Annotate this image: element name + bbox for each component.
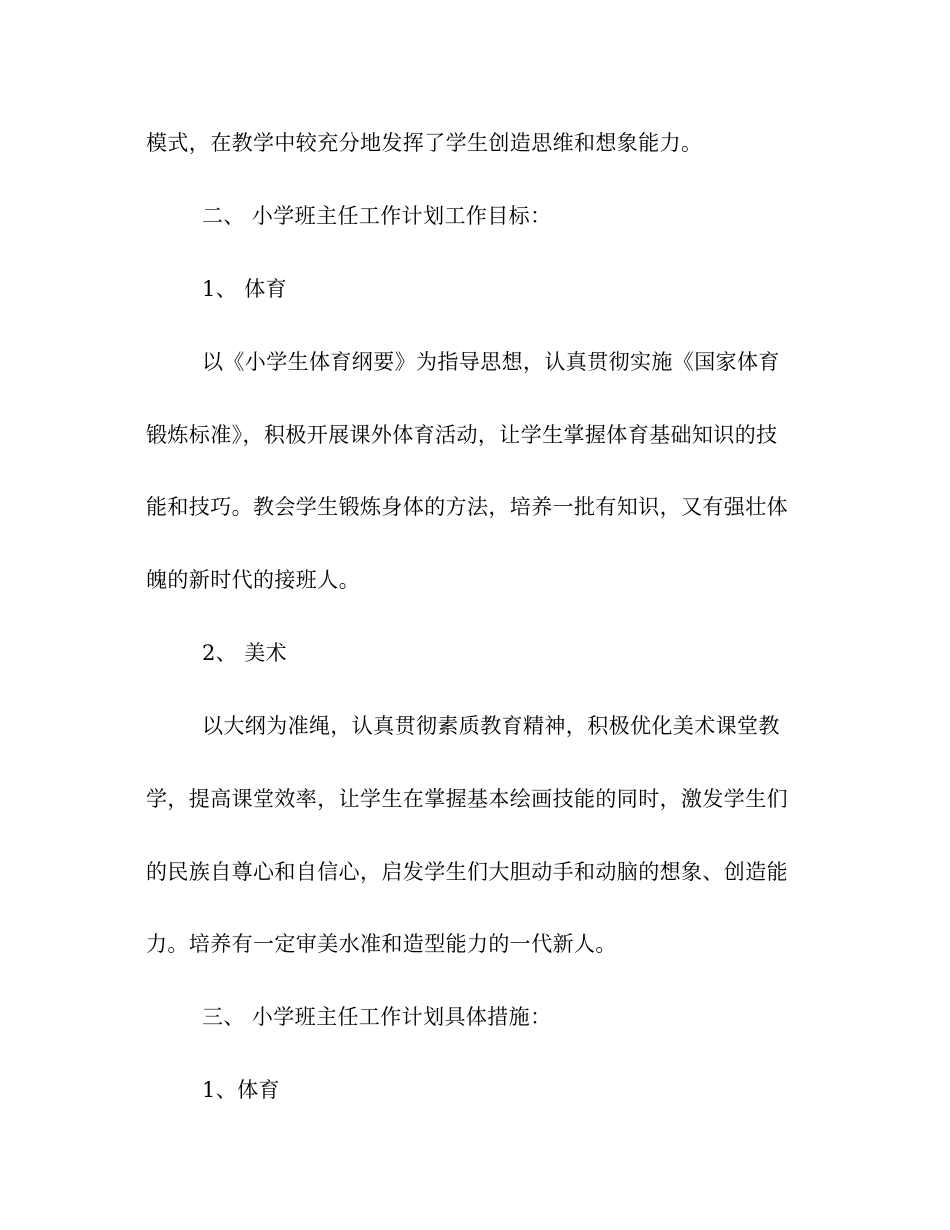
subheading-pe-measures: 1、体育 [202, 1078, 280, 1102]
section-heading-goals: 二、 小学班主任工作计划工作目标： [202, 204, 552, 228]
paragraph-line: 锻炼标准》，积极开展课外体育活动，让学生掌握体育基础知识的技 [146, 423, 778, 447]
paragraph-line: 能和技巧。教会学生锻炼身体的方法，培养一批有知识，又有强壮体 [146, 495, 788, 519]
section-heading-measures: 三、 小学班主任工作计划具体措施： [202, 1005, 552, 1029]
paragraph-line: 力。培养有一定审美水准和造型能力的一代新人。 [146, 932, 617, 956]
paragraph-line: 魄的新时代的接班人。 [146, 568, 360, 592]
paragraph-line: 的民族自尊心和自信心，启发学生们大胆动手和动脑的想象、创造能 [146, 860, 788, 884]
paragraph-continuation: 模式，在教学中较充分地发挥了学生创造思维和想象能力。 [146, 131, 703, 155]
paragraph-line: 以大纲为准绳，认真贯彻素质教育精神，积极优化美术课堂教 [202, 714, 780, 738]
paragraph-line: 以《小学生体育纲要》为指导思想，认真贯彻实施《国家体育 [202, 350, 780, 374]
subheading-art: 2、 美术 [202, 641, 288, 665]
paragraph-line: 学，提高课堂效率，让学生在掌握基本绘画技能的同时，激发学生们 [146, 787, 788, 811]
subheading-pe: 1、 体育 [202, 277, 288, 301]
